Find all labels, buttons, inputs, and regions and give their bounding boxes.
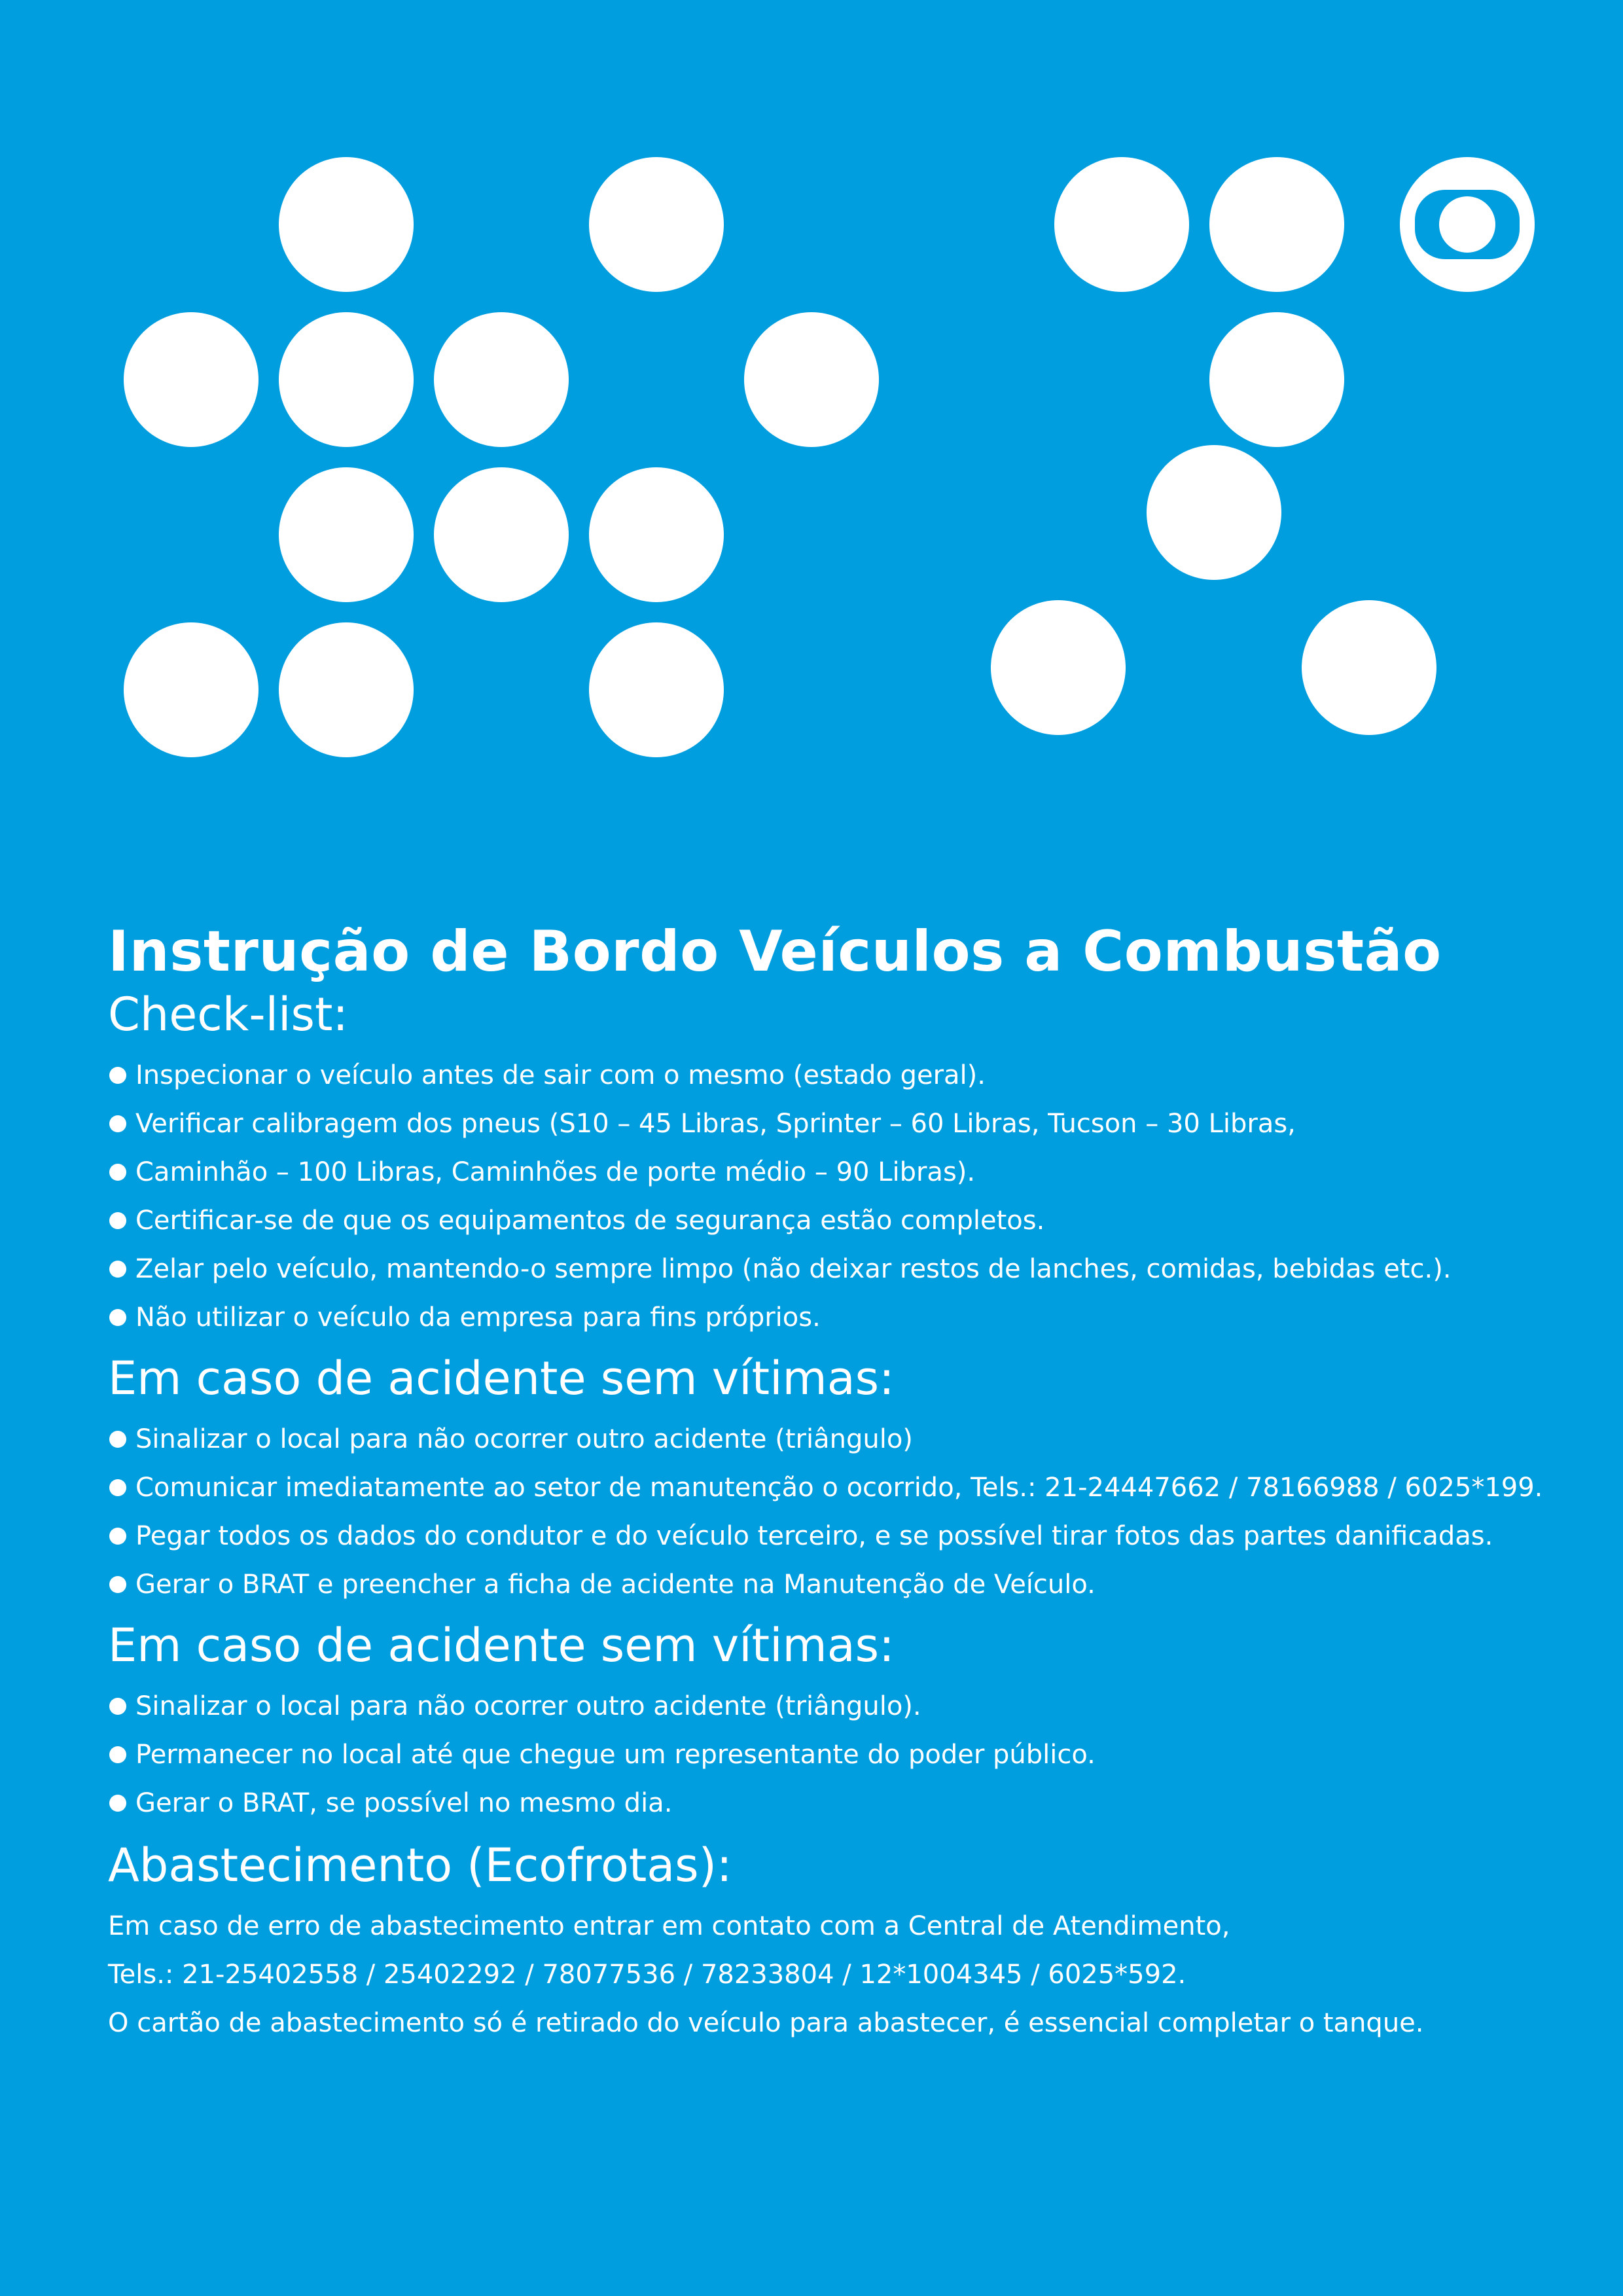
page-title: Instrução de Bordo Veículos a Combustão	[108, 919, 1442, 984]
dot	[991, 600, 1126, 735]
list-item: Caminhão – 100 Libras, Caminhões de porte médio – 90 Libras).	[108, 1148, 1548, 1196]
dot	[279, 312, 414, 447]
list-item: Inspecionar o veículo antes de sair com o mesmo (estado geral).	[108, 1051, 1548, 1100]
list-item: Permanecer no local até que chegue um representante do poder público.	[108, 1731, 1548, 1779]
dot	[1054, 157, 1189, 292]
checklist-list	[108, 1051, 1548, 1342]
accident-list-2	[108, 1682, 1548, 1827]
dot	[589, 622, 724, 757]
dot	[279, 467, 414, 602]
dot	[279, 157, 414, 292]
dot-pattern-graphic	[0, 0, 1623, 818]
accident-heading-2: Em caso de acidente sem vítimas:	[108, 1618, 895, 1672]
fueling-heading: Abastecimento (Ecofrotas):	[108, 1838, 732, 1892]
fueling-text	[108, 1902, 1548, 2047]
dot	[744, 312, 879, 447]
dot	[279, 622, 414, 757]
list-item: Pegar todos os dados do condutor e do veículo terceiro, e se possível tirar fotos das partes danificadas.	[108, 1512, 1548, 1560]
dot	[589, 157, 724, 292]
accident-heading-1: Em caso de acidente sem vítimas:	[108, 1351, 895, 1405]
dot	[124, 312, 259, 447]
list-item: Não utilizar o veículo da empresa para fins próprios.	[108, 1293, 1548, 1342]
list-item: Sinalizar o local para não ocorrer outro acidente (triângulo)	[108, 1415, 1548, 1463]
dot	[1147, 445, 1281, 580]
list-item: Comunicar imediatamente ao setor de manutenção o ocorrido, Tels.: 21-24447662 / 78166988 / 6025*199.	[108, 1463, 1548, 1512]
list-item: Certificar-se de que os equipamentos de segurança estão completos.	[108, 1196, 1548, 1245]
dot	[124, 622, 259, 757]
instructions-content	[108, 920, 1548, 2047]
dot	[434, 312, 569, 447]
list-item: Zelar pelo veículo, mantendo-o sempre limpo (não deixar restos de lanches, comidas, bebidas etc.).	[108, 1245, 1548, 1293]
accident-list-1	[108, 1415, 1548, 1609]
dot	[589, 467, 724, 602]
fueling-line: O cartão de abastecimento só é retirado do veículo para abastecer, é essencial completar o tanque.	[108, 2007, 1424, 2038]
globo-logo-icon	[1400, 157, 1535, 292]
list-item: Gerar o BRAT e preencher a ficha de acidente na Manutenção de Veículo.	[108, 1560, 1548, 1609]
dot	[1209, 157, 1344, 292]
list-item: Sinalizar o local para não ocorrer outro acidente (triângulo).	[108, 1682, 1548, 1731]
fueling-line: Tels.: 21-25402558 / 25402292 / 78077536 / 78233804 / 12*1004345 / 6025*592.	[108, 1959, 1186, 1990]
dot	[1302, 600, 1436, 735]
list-item: Verificar calibragem dos pneus (S10 – 45 Libras, Sprinter – 60 Libras, Tucson – 30 Libras,	[108, 1100, 1548, 1148]
checklist-heading: Check-list:	[108, 987, 348, 1041]
list-item: Gerar o BRAT, se possível no mesmo dia.	[108, 1779, 1548, 1827]
dot	[434, 467, 569, 602]
fueling-line: Em caso de erro de abastecimento entrar em contato com a Central de Atendimento,	[108, 1910, 1230, 1941]
dot	[1209, 312, 1344, 447]
